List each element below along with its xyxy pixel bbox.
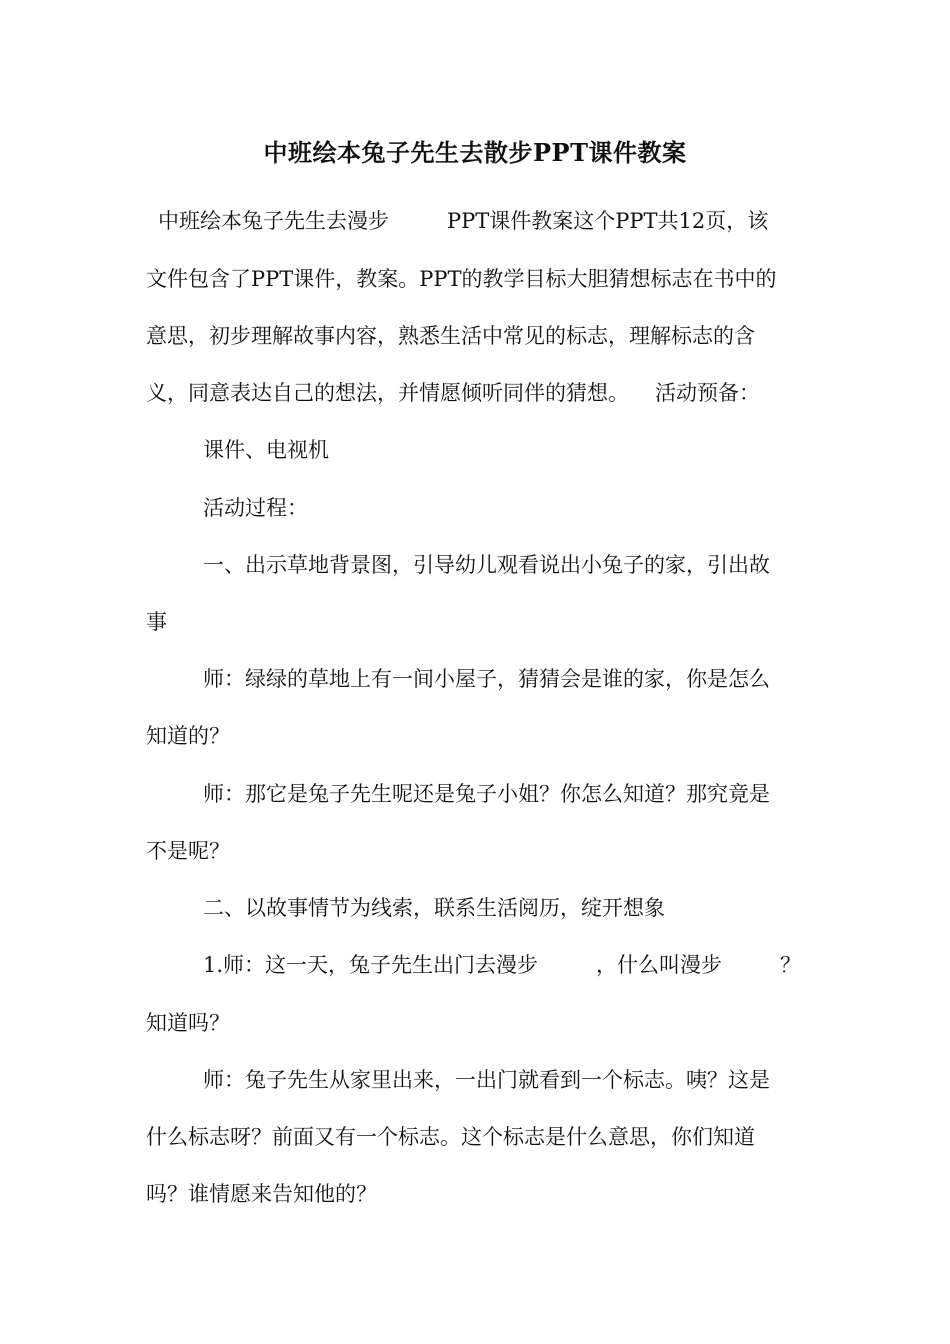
step2-1-line-2: 知道吗？ (146, 1011, 230, 1035)
teacher2-line-2: 不是呢？ (146, 839, 230, 863)
intro-line-2: 文件包含了PPT课件，教案。PPT的教学目标大胆猜想标志在书中的 (146, 267, 777, 291)
intro-line-1-part-b: PPT课件教案这个PPT共12页，该 (447, 209, 769, 233)
step1-line-2: 事 (146, 610, 167, 634)
teacher2-line-1: 师：那它是兔子先生呢还是兔子小姐？你怎么知道？那究竟是 (203, 782, 770, 806)
teacher3-line-2: 什么标志呀？前面又有一个标志。这个标志是什么意思，你们知道 (146, 1125, 755, 1149)
teacher1-line-2: 知道的？ (146, 724, 230, 748)
step2-1-line-1-part-c: ？ (780, 953, 802, 977)
step2-1-line-1-part-b: ，什么叫漫步 (596, 953, 723, 977)
materials-line: 课件、电视机 (203, 438, 329, 462)
step2-1-line-1 (203, 950, 801, 980)
teacher1-line-1: 师：绿绿的草地上有一间小屋子，猜猜会是谁的家，你是怎么 (203, 667, 770, 691)
step1-line-1: 一、出示草地背景图，引导幼儿观看说出小兔子的家，引出故 (203, 553, 770, 577)
document-title: 中班绘本兔子先生去散步PPT课件教案 (263, 138, 687, 167)
intro-line-4 (146, 378, 760, 408)
intro-line-1-part-a: 中班绘本兔子先生去漫步 (158, 209, 389, 233)
teacher3-line-1: 师：兔子先生从家里出来，一出门就看到一个标志。咦？这是 (203, 1068, 770, 1092)
preparation-heading: 活动预备： (655, 381, 760, 405)
intro-line-4-part-a: 义，同意表达自己的想法，并情愿倾听同伴的猜想。 (146, 381, 629, 405)
intro-line-1 (158, 206, 768, 236)
teacher3-line-3: 吗？谁情愿来告知他的？ (146, 1182, 377, 1206)
intro-line-3: 意思，初步理解故事内容，熟悉生活中常见的标志，理解标志的含 (146, 324, 755, 348)
step2-line: 二、以故事情节为线索，联系生活阅历，绽开想象 (203, 896, 665, 920)
step2-1-line-1-part-a: 1.师：这一天，兔子先生出门去漫步 (203, 953, 539, 977)
process-heading: 活动过程： (203, 496, 308, 520)
